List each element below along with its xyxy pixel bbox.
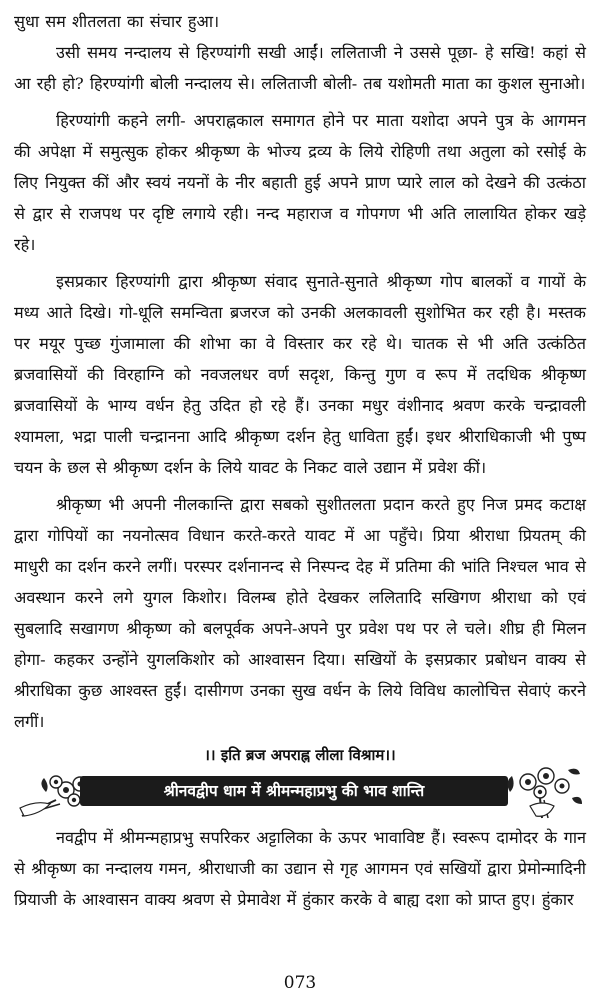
paragraph-yugal-darshan: श्रीकृष्ण भी अपनी नीलकान्ति द्वारा सबको सुशीतलता प्रदान करते हुए निज प्रमद कटाक्ष द्वारा गोपियों का नयनोत्सव विधान करते-करते यावट में आ पहुँचे। प्रिया श्रीराधा प्रियतम् की माधुरी का दर्शन करने लगीं। परस्पर दर्शनानन्द से निस्पन्द देह में प्रतिमा की भांति निश्चल भाव से अवस्थान करने लगे युगल किशोर। विलम्ब होते देखकर ललितादि सखिगण श्रीराधा को एवं सुबलादि सखागण श्रीकृष्ण को बलपूर्वक अपने-अपने पुर प्रवेश पथ पर ले चले। शीघ्र ही मिलन होगा- कहकर उन्होंने युगलकिशोर को आश्वासन दिया। सखियों के इसप्रकार प्रबोधन वाक्य से श्रीराधिका कुछ आश्वस्त हुईं। दासीगण उनका सुख वर्धन के लिये विविध कालोचित्त सेवाएं करने लगीं। <box>14 495 586 731</box>
chapter-colophon: ।। इति ब्रज अपराह्न लीला विश्राम।। <box>204 746 396 764</box>
paragraph-navadvipa: नवद्वीप में श्रीमन्महाप्रभु सपरिकर अट्टालिका के ऊपर भावाविष्ट हैं। स्वरूप दामोदर के गान से श्रीकृष्ण का नन्दालय गमन, श्रीराधाजी का उद्यान से गृह आगमन एवं सखियों द्वारा प्रेमोन्मादिनी प्रियाजी के आश्वासन वाक्य श्रवण से प्रेमावेश में हुंकार करके वे बाह्य दशा को प्राप्त हुए। हुंकार <box>14 828 586 909</box>
flower-bouquet-icon <box>498 764 584 820</box>
paragraph-continuation: सुधा सम शीतलता का संचार हुआ। <box>14 12 220 31</box>
page-number: 073 <box>283 973 317 993</box>
section-heading: श्रीनवद्वीप धाम में श्रीमन्महाप्रभु की भाव शान्ति <box>163 781 425 800</box>
paragraph-krishna-return: इसप्रकार हिरण्यांगी द्वारा श्रीकृष्ण संवाद सुनाते-सुनाते श्रीकृष्ण गोप बालकों व गायों के मध्य आते दिखे। गो-धूलि समन्विता ब्रजरज को उनकी अलकावली सुशोभित कर रही है। मस्तक पर मयूर पुच्छ गुंजामाला की शोभा का वे विस्तार कर रहे थे। चातक से भी अति उत्कंठित ब्रजवासियों की विरहाग्नि को नवजलधर वर्ण सदृश, किन्तु गुण व रूप में तदधिक श्रीकृष्ण ब्रजवासियों के भाग्य वर्धन हेतु उदित हो रहे हैं। उनका मधुर वंशीनाद श्रवण करके चन्द्रावली श्यामला, भद्रा पाली चन्द्रानना आदि श्रीकृष्ण दर्शन हेतु धाविता हुईं। इधर श्रीराधिकाजी भी पुष्प चयन के छल से श्रीकृष्ण दर्शन के लिये यावट के निकट वाले उद्यान में प्रवेश कीं। <box>14 272 586 477</box>
paragraph-hiranyangi-arrival: उसी समय नन्दालय से हिरण्यांगी सखी आईं। ललिताजी ने उससे पूछा- हे सखि! कहां से आ रही हो? हिरण्यांगी बोली नन्दालय से। ललिताजी बोली- तब यशोमती माता का कुशल सुनाओ। <box>14 43 586 93</box>
paragraph-yashoda-waiting: हिरण्यांगी कहने लगी- अपराह्नकाल समागत होने पर माता यशोदा अपने पुत्र के आगमन की अपेक्षा में समुत्सुक होकर श्रीकृष्ण के भोज्य द्रव्य के लिये रोहिणी तथा अतुला को रसोई के लिए नियुक्त कीं और स्वयं नयनों के नीर बहाती हुई अपने प्राण प्यारे लाल को देखने की उत्कंठा से द्वार से राजपथ पर दृष्टि लगाये रही। नन्द महाराज व गोपगण भी अति लालायित होकर खड़े रहे। <box>14 111 586 254</box>
section-heading-banner <box>14 770 586 820</box>
